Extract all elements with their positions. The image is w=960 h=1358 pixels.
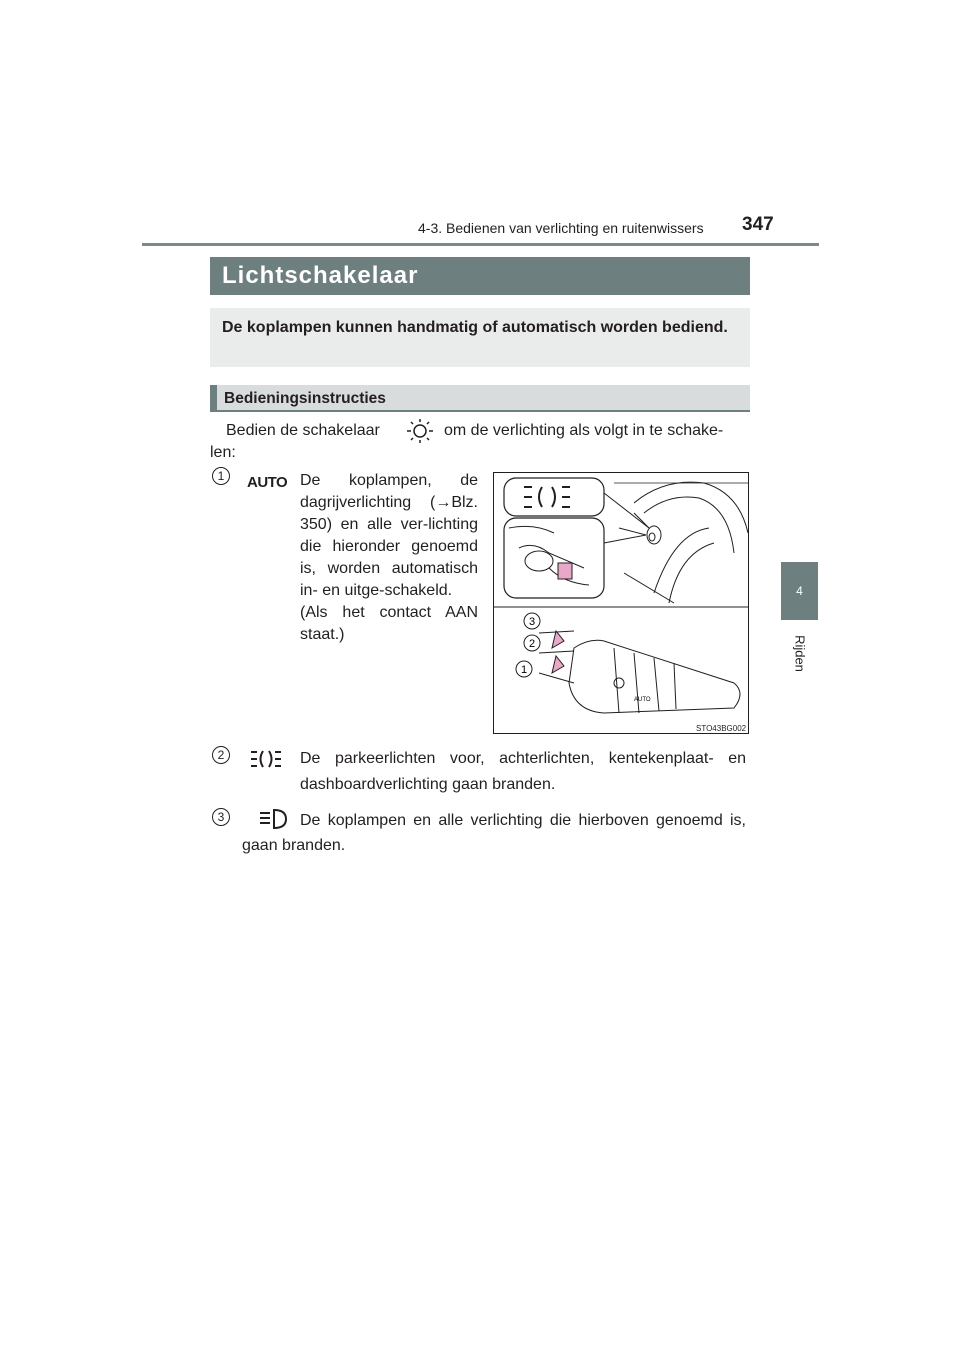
header-divider [142, 243, 819, 246]
parking-light-icon [248, 748, 284, 770]
item-note-1: (Als het contact AAN staat.) [300, 604, 478, 643]
callout-3-label: 3 [528, 616, 536, 628]
instruction-text-cont: len: [210, 444, 236, 461]
chapter-label: Rijden [792, 635, 808, 672]
light-switch-icon [405, 418, 435, 444]
switch-illustration [493, 472, 749, 734]
callout-1-label: 1 [520, 664, 528, 676]
item-number-1: 1 [212, 467, 230, 485]
page-number: 347 [742, 214, 774, 235]
figure-code: STO43BG002 [696, 724, 747, 733]
steering-switch-diagram [494, 473, 748, 733]
lever-auto-label: AUTO [634, 697, 651, 703]
item-number-2: 2 [212, 746, 230, 764]
item-text-2: De parkeerlichten voor, achterlichten, kentekenplaat- en dashboardverlichting gaan branden. [300, 750, 746, 793]
intro-text: De koplampen kunnen handmatig of automatisch worden bediend. [222, 319, 728, 336]
chapter-tab: 4 [781, 562, 818, 620]
running-header: 4-3. Bedienen van verlichting en ruitenwissers [418, 220, 704, 236]
item-number-3: 3 [212, 808, 230, 826]
section-title: Lichtschakelaar [222, 262, 419, 289]
subsection-title: Bedieningsinstructies [224, 390, 386, 407]
instruction-text-end: om de verlichting als volgt in te schake- [444, 422, 724, 439]
callout-2-label: 2 [528, 638, 536, 650]
item-text-3: De koplampen en alle verlichting die hierboven genoemd is, gaan branden. [242, 812, 746, 854]
instruction-text-start: Bedien de schakelaar [226, 422, 380, 439]
subsection-accent [210, 385, 217, 412]
item-text-1: De koplampen, de dagrijverlichting (→Blz. 350) en alle ver-lichting die hieronder genoemd is, worden automatisch in- en uitge-schakeld. (Als het contact AAN staat.) [300, 472, 478, 643]
auto-light-icon: AUTO [247, 474, 288, 491]
